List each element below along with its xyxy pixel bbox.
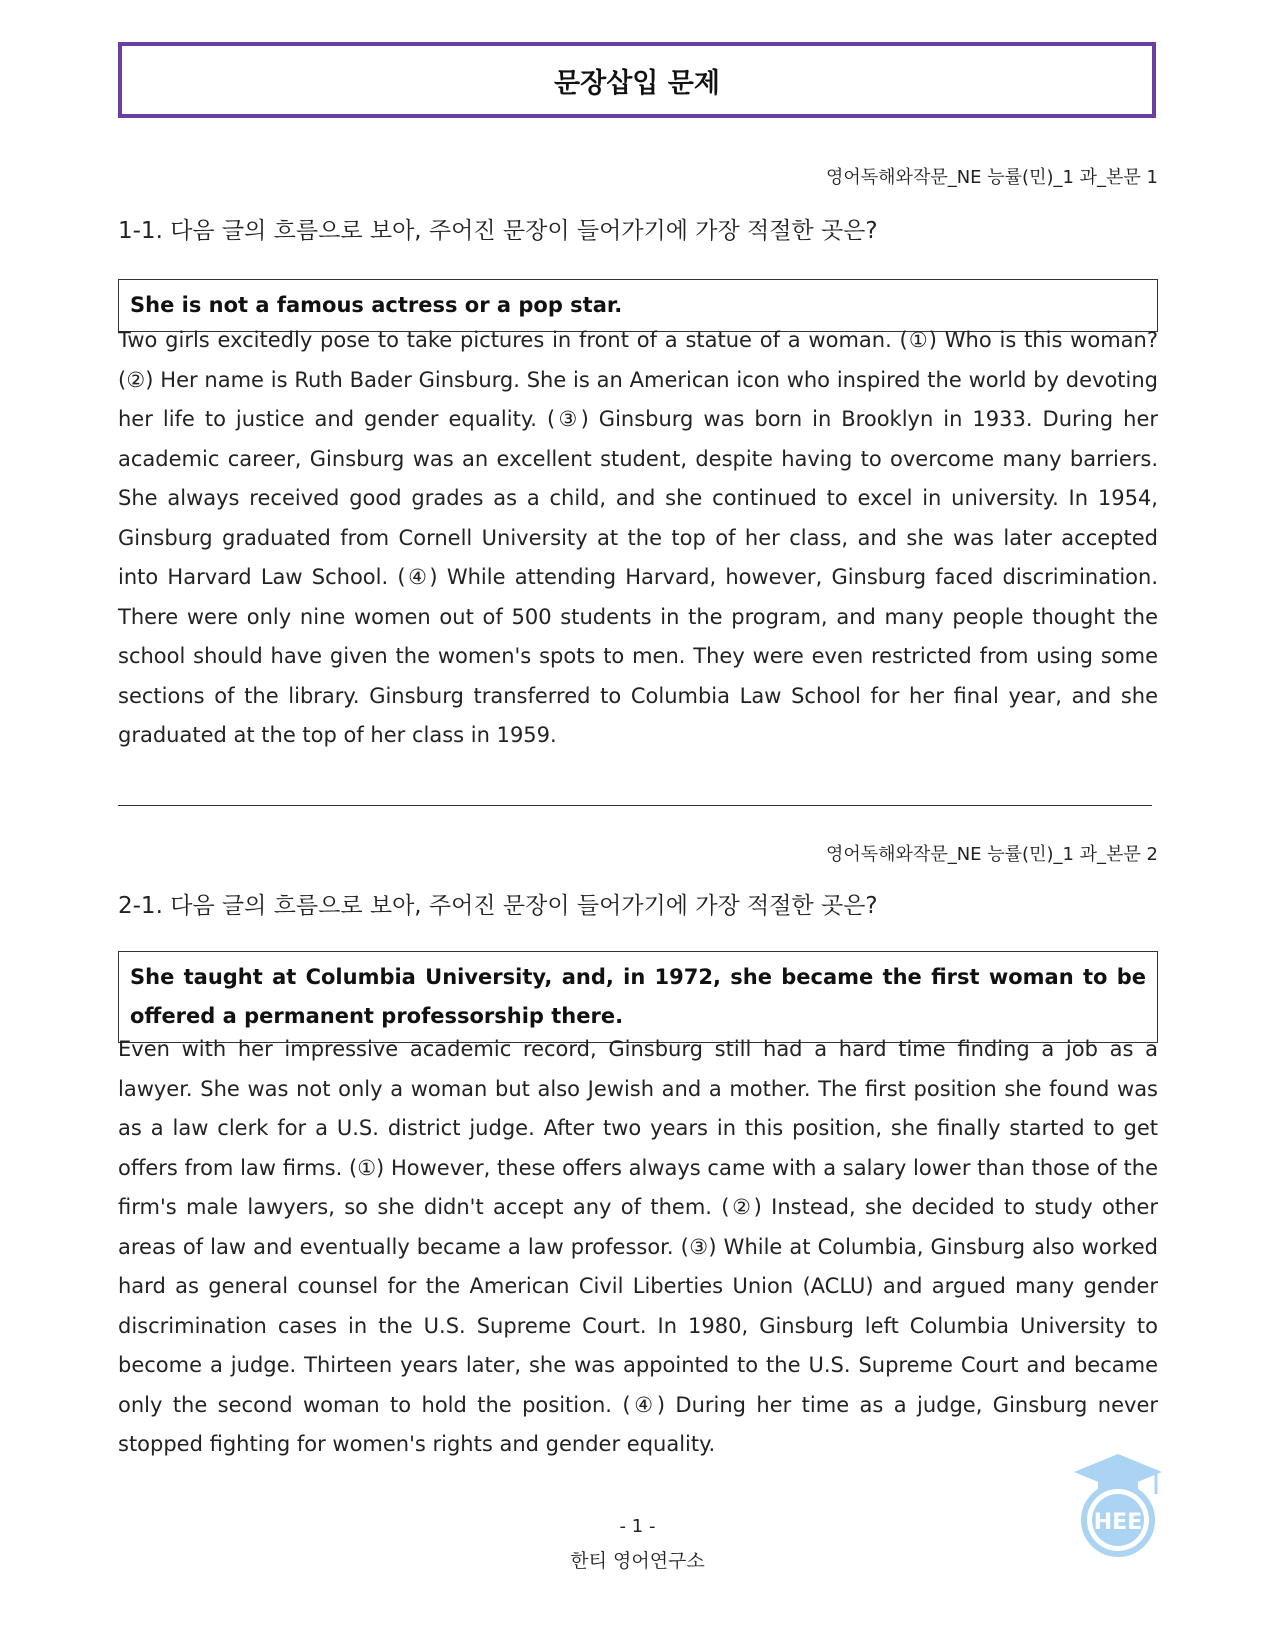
page-title: 문장삽입 문제	[554, 67, 720, 99]
logo-text: HEE	[1093, 1510, 1143, 1535]
hee-logo	[1070, 1450, 1166, 1560]
page-number: - 1 -	[619, 1516, 656, 1537]
source-label-1: 영어독해와작문_NE 능률(민)_1 과_본문 1	[826, 167, 1158, 188]
question-2: 2-1. 다음 글의 흐름으로 보아, 주어진 문장이 들어가기에 가장 적절한 곳은?	[118, 893, 878, 919]
source-label-2: 영어독해와작문_NE 능률(민)_1 과_본문 2	[826, 844, 1158, 865]
section-divider	[118, 805, 1152, 806]
question-1: 1-1. 다음 글의 흐름으로 보아, 주어진 문장이 들어가기에 가장 적절한 곳은?	[118, 218, 878, 244]
passage-1: Two girls excitedly pose to take pictures in front of a statue of a woman. (①) Who is this woman? (②) Her name is Ruth Bader Ginsburg. She is an American icon who inspired the world by devoting her life to justice and gender equality. (③) Ginsburg was born in Brooklyn in 1933. During her academic career, Ginsburg was an excellent student, despite having to overcome many barriers. She always received good grades as a child, and she continued to excel in university. In 1954, Ginsburg graduated from Cornell University at the top of her class, and she was later accepted into Harvard Law School. (④) While attending Harvard, however, Ginsburg faced discrimination. There were only nine women out of 500 students in the program, and many people thought the school should have given the women's spots to men. They were even restricted from using some sections of the library. Ginsburg transferred to Columbia Law School for her final year, and she graduated at the top of her class in 1959.	[118, 328, 1158, 747]
given-sentence-2: She taught at Columbia University, and, in 1972, she became the first woman to be offered a permanent professorship there.	[130, 965, 1146, 1028]
given-sentence-1: She is not a famous actress or a pop star.	[130, 293, 623, 317]
page-title-box	[118, 42, 1156, 118]
passage-2: Even with her impressive academic record, Ginsburg still had a hard time finding a job as a lawyer. She was not only a woman but also Jewish and a mother. The first position she found was as a law clerk for a U.S. district judge. After two years in this position, she finally started to get offers from law firms. (①) However, these offers always came with a salary lower than those of the firm's male lawyers, so she didn't accept any of them. (②) Instead, she decided to study other areas of law and eventually became a law professor. (③) While at Columbia, Ginsburg also worked hard as general counsel for the American Civil Liberties Union (ACLU) and argued many gender discrimination cases in the U.S. Supreme Court. In 1980, Ginsburg left Columbia University to become a judge. Thirteen years later, she was appointed to the U.S. Supreme Court and became only the second woman to hold the position. (④) During her time as a judge, Ginsburg never stopped fighting for women's rights and gender equality.	[118, 1037, 1158, 1456]
footer-organization: 한티 영어연구소	[570, 1550, 705, 1572]
